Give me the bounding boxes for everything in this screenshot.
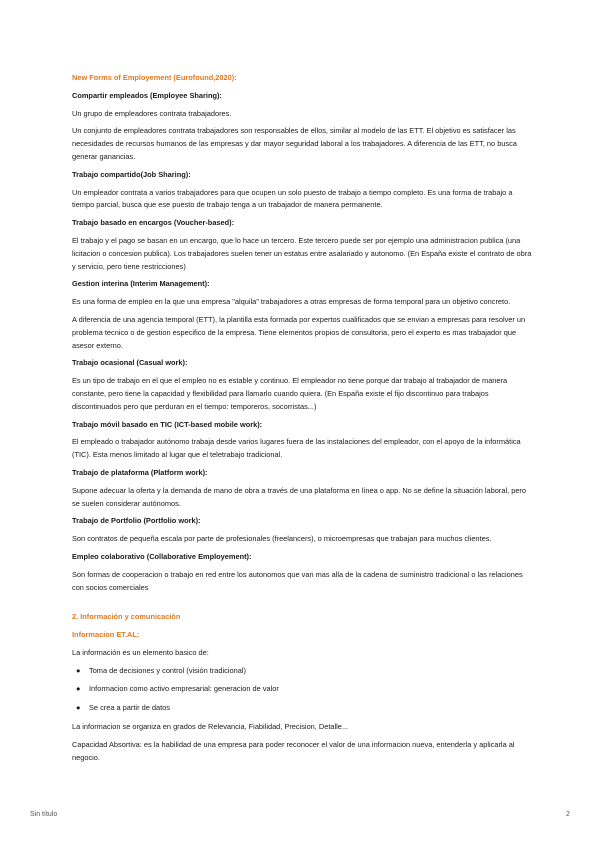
subheading-employee-sharing: Compartir empleados (Employee Sharing): (72, 90, 222, 100)
subheading-portfolio-work: Trabajo de Portfolio (Portfolio work): (72, 516, 201, 526)
paragraph: Un empleador contrata a varios trabajadores para que ocupen un solo puesto de trabajo a tiempo completo. Es una forma de trabajo a tiempo parcial, busca que ese puesto de trabajo tenga a un trabajador de manera permanente. (72, 187, 513, 210)
section-subtitle: Informacion ET.AL: (72, 630, 140, 640)
subheading-ict-mobile-work: Trabajo móvil basado en TIC (ICT-based mobile work): (72, 419, 263, 429)
paragraph: Es un tipo de trabajo en el que el empleo no es estable y continuo. El empleador no tiene porque dar trabajo al trabajador de manera constante, pero tiene la capacidad y flexibilidad para llamarlo cuando quiera. (En España existe el fijo discontinuo para trabajos discontinuados pero que perduran en el tiempo: temporeros, socorristas...) (72, 376, 508, 411)
paragraph: La información es un elemento basico de: (72, 647, 209, 657)
section-title: New Forms of Employement (Eurofound,2020): (72, 73, 237, 82)
bullet-icon: ● (76, 665, 81, 675)
list-item (72, 665, 532, 678)
bullet-list (72, 665, 532, 715)
list-item-text: Se crea a partir de datos (89, 703, 170, 713)
subheading-casual-work: Trabajo ocasional (Casual work): (72, 358, 188, 368)
paragraph: La informacion se organiza en grados de Relevancia, Fiabilidad, Precision, Detalle... (72, 722, 349, 732)
paragraph: Capacidad Absortiva: es la habilidad de una empresa para poder reconocer el valor de una informacion nueva, entenderla y aplicarla al negocio. (72, 739, 515, 762)
paragraph: Es una forma de empleo en la que una empresa "alquila" trabajadores a otras empresas de forma temporal para un objetivo concreto. (72, 297, 511, 307)
list-item (72, 702, 532, 715)
footer-document-title: Sin título (30, 811, 58, 818)
subheading-voucher-based: Trabajo basado en encargos (Voucher-based): (72, 218, 235, 228)
subheading-interim-management: Gestion interina (Interim Management): (72, 279, 210, 289)
page-content (72, 72, 532, 769)
paragraph: A diferencia de una agencia temporal (ETT), la plantilla esta formada por expertos cualificados que se envian a empresas para resolver un problema tecnico o de gestion especifico de la empresa. Tiene elementos propios de consultoria, pero el experto es mas trabajador que asesor externo. (72, 314, 526, 350)
list-item (72, 683, 532, 696)
list-item-text: Toma de decisiones y control (visión tradicional) (89, 665, 246, 675)
section-title: 2. Información y comunicación (72, 612, 181, 622)
paragraph: Son formas de cooperacion o trabajo en red entre los autonomos que van mas alla de la cadena de suministro tradicional o las relaciones con socios comerciales (72, 569, 523, 592)
subheading-job-sharing: Trabajo compartido(Job Sharing): (72, 169, 191, 179)
bullet-icon: ● (76, 703, 81, 713)
list-item-text: Informacion como activo empresarial: generacion de valor (89, 684, 279, 694)
subheading-platform-work: Trabajo de plataforma (Platform work): (72, 467, 208, 477)
footer-page-number: 2 (566, 811, 570, 818)
section-gap (72, 599, 532, 611)
paragraph: El empleado o trabajador autónomo trabaja desde varios lugares fuera de las instalaciones del empleador, con el apoyo de la informática (TIC). Esta menos limitado al lugar que el teletrabajo tradicional. (72, 437, 521, 460)
paragraph: Un grupo de empleadores contrata trabajadores. (72, 108, 232, 118)
paragraph: El trabajo y el pago se basan en un encargo, que lo hace un tercero. Este tercero puede ser por ejemplo una administracion publica (una licitacion o concesion publica). Los trabajadores suelen tener un estatus entre asalariado y autonomo. (En España existe el contrato de obra y servicio, pero tiene restricciones) (72, 235, 532, 271)
paragraph: Son contratos de pequeña escala por parte de profesionales (freelancers), o microempresas que trabajan para muchos clientes. (72, 534, 492, 544)
paragraph: Supone adecuar la oferta y la demanda de mano de obra a través de una plataforma en línea o app. No se define la situación laboral, pero se suelen considerar autónomos. (72, 485, 527, 508)
subheading-collaborative-employment: Empleo colaborativo (Collaborative Employement): (72, 551, 252, 561)
paragraph: Un conjunto de empleadores contrata trabajadores son responsables de ellos, similar al modelo de las ETT. El objetivo es satisfacer las necesidades de recursos humanos de las empresas y dar mayor seguridad laboral a los trabajadores. A diferencia de las ETT, no busca generar ganancias. (72, 126, 517, 161)
bullet-icon: ● (76, 684, 81, 694)
